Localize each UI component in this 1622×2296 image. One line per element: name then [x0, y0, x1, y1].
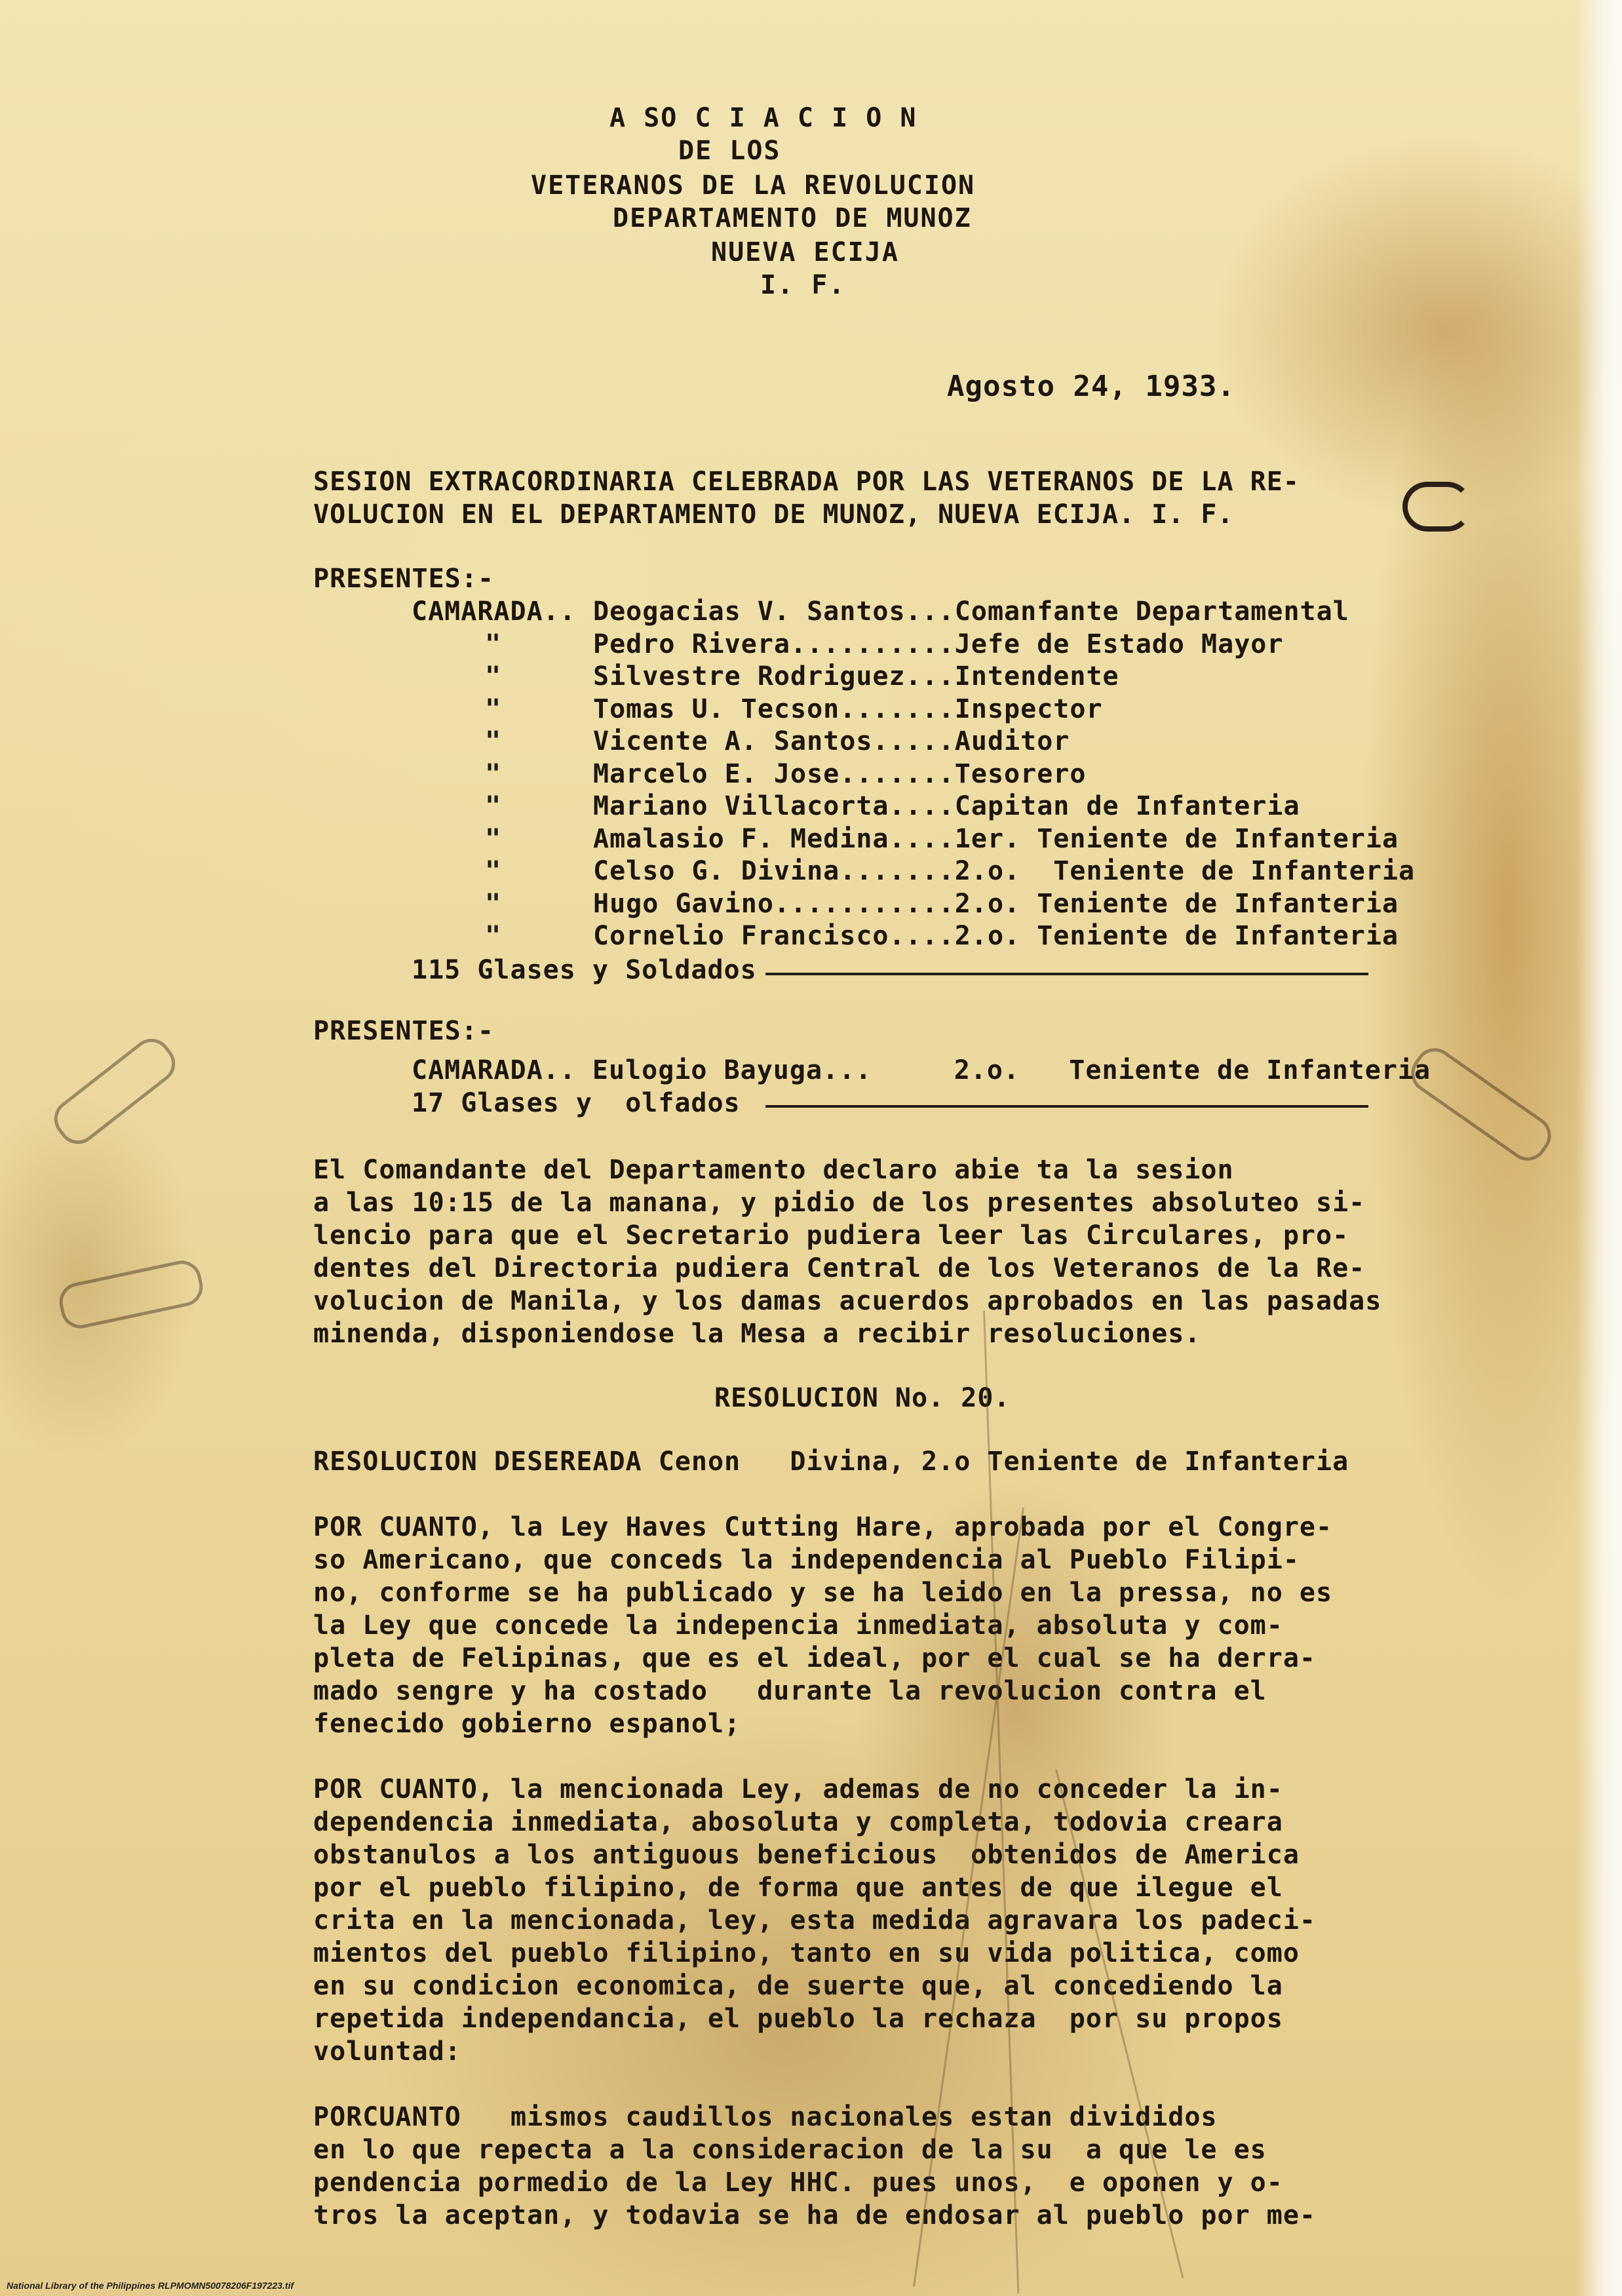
- attendee-row: Mariano Villacorta....Capitan de Infanteria: [593, 791, 1300, 821]
- por-cuanto-1-line: no, conforme se ha publicado y se ha leido en la pressa, no es: [313, 1578, 1333, 1608]
- header-line-3: VETERANOS DE LA REVOLUCION: [531, 170, 976, 201]
- presentes-label-1: PRESENTES:-: [313, 564, 494, 594]
- paperclip-mark-lower-left: [56, 1257, 206, 1332]
- attendee-row: Silvestre Rodriguez...Intendente: [593, 661, 1119, 691]
- dash-rule-1: [765, 973, 1368, 975]
- por-cuanto-1-line: mado sengre y ha costado durante la revolucion contra el: [313, 1676, 1267, 1706]
- header-line-1: A SO C I A C I O N: [609, 103, 917, 133]
- presentes-label-2: PRESENTES:-: [313, 1016, 494, 1046]
- attendee-prefix: ": [485, 726, 502, 756]
- por-cuanto-2-line: dependencia inmediata, abosoluta y completa, todovia creara: [313, 1807, 1283, 1837]
- por-cuanto-1-line: fenecido gobierno espanol;: [313, 1709, 741, 1739]
- por-cuanto-2-line: en su condicion economica, de suerte que, al concediendo la: [313, 1971, 1283, 2001]
- presentes-total-2: 17 Glases y olfados: [412, 1088, 741, 1118]
- ink-smudge: [1402, 482, 1472, 532]
- por-cuanto-2-line: crita en la mencionada, ley, esta medida agravara los padeci-: [313, 1905, 1317, 1936]
- attendee-row: Hugo Gavino...........2.o. Teniente de Infanteria: [593, 888, 1399, 919]
- por-cuanto-2-line: POR CUANTO, la mencionada Ley, ademas de no conceder la in-: [313, 1774, 1283, 1804]
- attendee-row: Pedro Rivera..........Jefe de Estado Mayor: [593, 629, 1284, 659]
- attendee-prefix: ": [485, 629, 502, 659]
- header-line-4: DEPARTAMENTO DE MUNOZ: [613, 203, 972, 233]
- intro-line: lencio para que el Secretario pudiera leer las Circulares, pro-: [313, 1220, 1349, 1251]
- attendee-prefix: ": [485, 693, 502, 724]
- attendee-prefix: ": [485, 791, 502, 821]
- por-cuanto-3-line: PORCUANTO mismos caudillos nacionales estan divididos: [313, 2102, 1218, 2132]
- por-cuanto-1-line: POR CUANTO, la Ley Haves Cutting Hare, aprobada por el Congre-: [313, 1512, 1333, 1542]
- attendee-row: Tomas U. Tecson.......Inspector: [593, 693, 1103, 724]
- attendee-prefix: ": [485, 661, 502, 691]
- header-line-5: NUEVA ECIJA: [711, 237, 899, 267]
- attendee-row: Amalasio F. Medina....1er. Teniente de Infanteria: [593, 823, 1399, 854]
- session-title-line-2: VOLUCION EN EL DEPARTAMENTO DE MUNOZ, NUEVA ECIJA. I. F.: [313, 499, 1234, 530]
- attendee-row: Celso G. Divina.......2.o. Teniente de Infanteria: [593, 856, 1416, 886]
- document-date: Agosto 24, 1933.: [947, 370, 1235, 403]
- dash-rule-2: [765, 1105, 1368, 1108]
- resolution-author: RESOLUCION DESEREADA Cenon Divina, 2.o Teniente de Infanteria: [313, 1447, 1349, 1477]
- attendee-prefix: ": [485, 758, 502, 789]
- por-cuanto-1-line: pleta de Felipinas, que es el ideal, por el cual se ha derra-: [313, 1643, 1317, 1673]
- attendee-prefix: ": [485, 921, 502, 951]
- presentes-total-1: 115 Glases y Soldados: [412, 955, 757, 985]
- por-cuanto-3-line: pendencia pormedio de la Ley HHC. pues unos, e oponen y o-: [313, 2168, 1283, 2198]
- intro-line: El Comandante del Departamento declaro abie ta la sesion: [313, 1155, 1234, 1185]
- por-cuanto-2-line: obstanulos a los antiguous beneficious obtenidos de America: [313, 1840, 1300, 1870]
- por-cuanto-3-line: en lo que repecta a la consideracion de la su a que le es: [313, 2135, 1267, 2165]
- presentes-row-2: CAMARADA.. Eulogio Bayuga... 2.o. Teniente de Infanteria: [412, 1055, 1431, 1085]
- paper-edge: [1576, 0, 1622, 2296]
- attendee-prefix: CAMARADA..: [412, 596, 576, 627]
- scan-footer: National Library of the Philippines RLPMOMN50078206F197223.tif: [7, 2280, 294, 2291]
- intro-line: minenda, disponiendose la Mesa a recibir resoluciones.: [313, 1319, 1201, 1349]
- attendee-prefix: ": [485, 823, 502, 854]
- por-cuanto-2-line: por el pueblo filipino, de forma que antes de que ilegue el: [313, 1873, 1283, 1903]
- paperclip-mark-right: [1404, 1041, 1559, 1169]
- resolution-title: RESOLUCION No. 20.: [714, 1383, 1011, 1413]
- attendee-prefix: ": [485, 856, 502, 886]
- header-line-6: I. F.: [760, 270, 846, 300]
- por-cuanto-1-line: so Americano, que conceds la independencia al Pueblo Filipi-: [313, 1545, 1300, 1575]
- intro-line: volucion de Manila, y los damas acuerdos aprobados en las pasadas: [313, 1286, 1382, 1316]
- por-cuanto-2-line: voluntad:: [313, 2036, 461, 2067]
- por-cuanto-1-line: la Ley que concede la indepencia inmediata, absoluta y com-: [313, 1610, 1283, 1641]
- por-cuanto-2-line: mientos del pueblo filipino, tanto en su vida politica, como: [313, 1938, 1300, 1968]
- session-title-line-1: SESION EXTRACORDINARIA CELEBRADA POR LAS VETERANOS DE LA RE-: [313, 467, 1300, 497]
- attendee-row: Marcelo E. Jose.......Tesorero: [593, 758, 1087, 789]
- header-line-2: DE LOS: [678, 136, 781, 166]
- paperclip-mark-left: [47, 1031, 183, 1152]
- por-cuanto-3-line: tros la aceptan, y todavia se ha de endosar al pueblo por me-: [313, 2200, 1317, 2230]
- intro-line: a las 10:15 de la manana, y pidio de los presentes absoluteo si-: [313, 1188, 1366, 1218]
- attendee-row: Vicente A. Santos.....Auditor: [593, 726, 1070, 756]
- por-cuanto-2-line: repetida independancia, el pueblo la rechaza por su propos: [313, 2004, 1283, 2034]
- attendee-row: Cornelio Francisco....2.o. Teniente de Infanteria: [593, 921, 1399, 951]
- intro-line: dentes del Directoria pudiera Central de los Veteranos de la Re-: [313, 1253, 1366, 1283]
- attendee-prefix: ": [485, 888, 502, 919]
- attendee-row: Deogacias V. Santos...Comanfante Departamental: [593, 596, 1349, 627]
